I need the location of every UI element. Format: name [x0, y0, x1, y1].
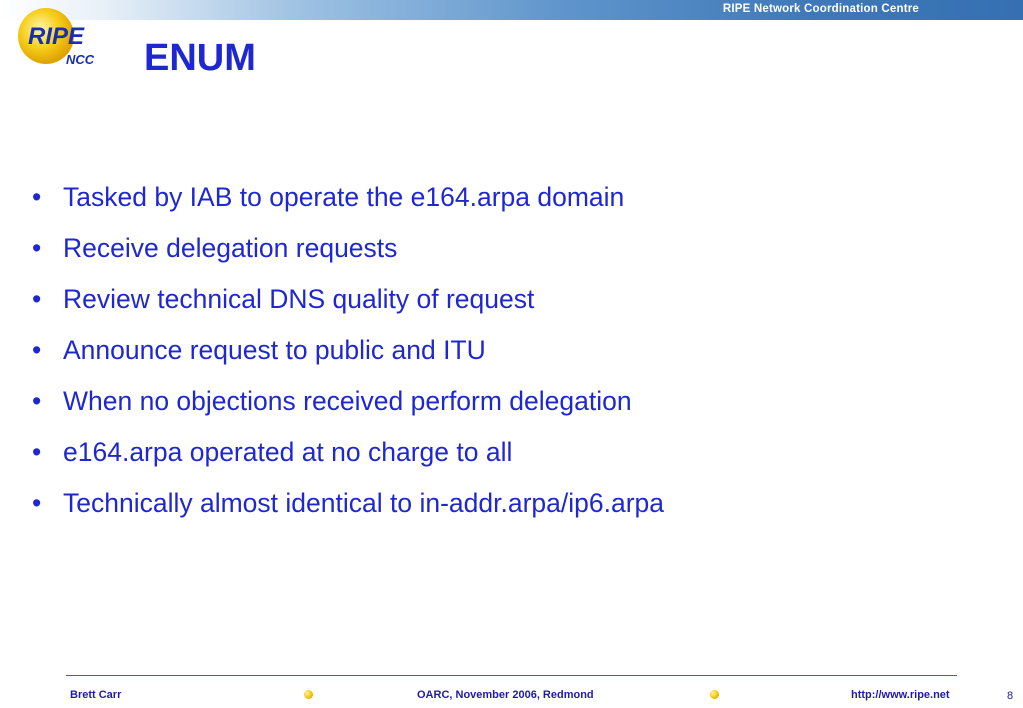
bullet-icon: • [32, 284, 42, 314]
top-banner [0, 0, 1023, 20]
bullet-text: Tasked by IAB to operate the e164.arpa domain [63, 182, 625, 212]
page-number: 8 [1007, 690, 1014, 702]
bullet-icon: • [32, 437, 42, 467]
bullet-text: Announce request to public and ITU [63, 335, 486, 365]
footer-divider [66, 675, 957, 676]
bullet-text: Review technical DNS quality of request [63, 284, 535, 314]
logo-subtext: NCC [66, 52, 95, 67]
ripe-ncc-logo [12, 6, 112, 68]
banner-text: RIPE Network Coordination Centre [722, 3, 919, 15]
bullet-text: When no objections received perform delegation [63, 386, 632, 416]
bullet-text: Receive delegation requests [63, 233, 398, 263]
bullet-icon: • [32, 488, 42, 518]
footer-author: Brett Carr [70, 689, 122, 701]
yellow-circle-icon [710, 690, 719, 699]
bullet-icon: • [32, 233, 42, 263]
slide-title: ENUM [144, 37, 256, 79]
logo-text: RIPE [28, 23, 85, 50]
bullet-icon: • [32, 386, 42, 416]
bullet-icon: • [32, 335, 42, 365]
footer-url-link[interactable]: http://www.ripe.net [851, 689, 950, 701]
bullet-icon: • [32, 182, 42, 212]
bullet-text: e164.arpa operated at no charge to all [63, 437, 513, 467]
bullet-text: Technically almost identical to in-addr.arpa/ip6.arpa [63, 488, 664, 518]
yellow-circle-icon [304, 690, 313, 699]
footer-event: OARC, November 2006, Redmond [417, 689, 594, 701]
